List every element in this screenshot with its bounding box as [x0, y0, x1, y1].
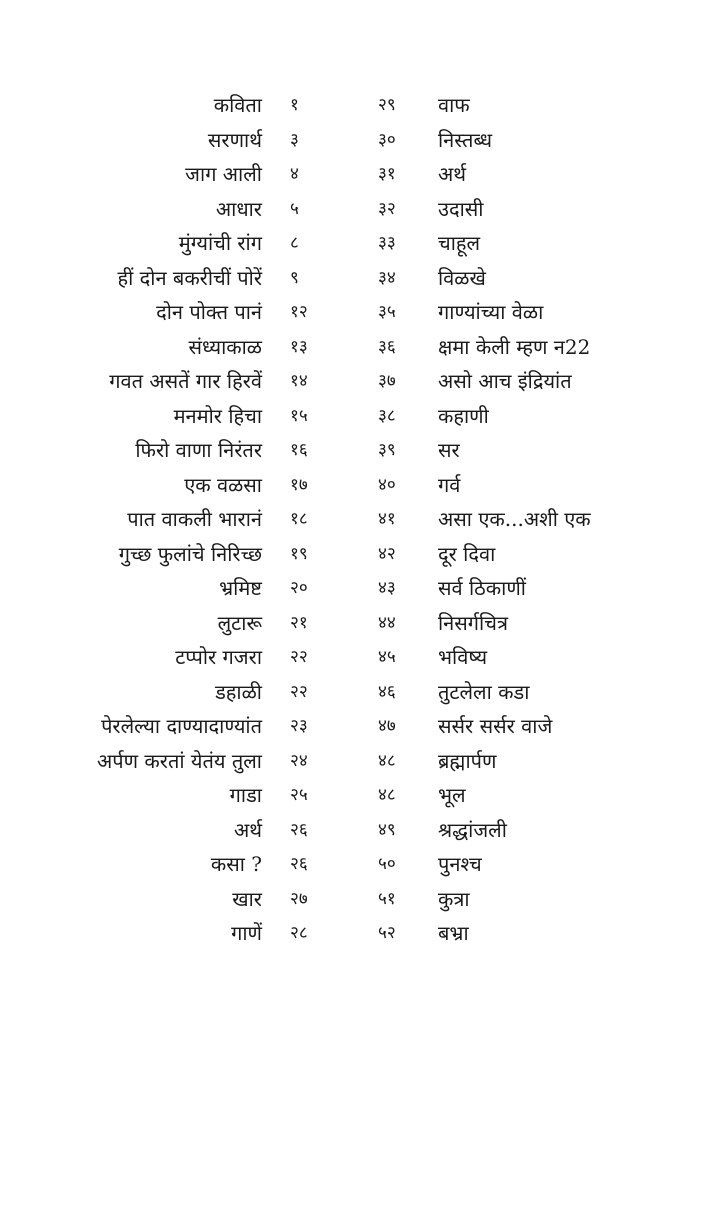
right-entry-page-number: ३२ [378, 198, 396, 219]
toc-row [0, 778, 718, 813]
toc-row [0, 571, 718, 606]
left-entry-title: अर्थ [233, 817, 262, 842]
toc-row [0, 157, 718, 192]
toc-row [0, 364, 718, 399]
right-entry-title: कुत्रा [438, 886, 470, 911]
right-entry-page-number: ३८ [378, 405, 396, 426]
left-entry-page-number: १९ [290, 543, 308, 564]
left-entry-title: जाग आली [185, 162, 262, 186]
left-entry-page-number: १४ [290, 371, 308, 391]
toc-row [0, 502, 718, 537]
left-entry-page-number: १ [290, 95, 299, 115]
right-entry-title: श्रद्धांजली [438, 817, 507, 842]
left-entry-title: मनमोर हिचा [173, 403, 262, 428]
toc-row [0, 847, 718, 882]
left-entry-page-number: १३ [290, 336, 308, 357]
left-entry-page-number: १७ [290, 474, 308, 495]
right-entry-page-number: ४८ [378, 750, 396, 771]
right-entry-page-number: ३६ [378, 336, 396, 357]
toc-row [0, 813, 718, 848]
left-entry-page-number: २५ [290, 785, 308, 805]
right-entry-title: बभ्रा [438, 921, 469, 945]
left-entry-title: गाडा [229, 783, 262, 807]
toc-row [0, 226, 718, 261]
right-entry-title: दूर दिवा [438, 541, 496, 566]
toc-row [0, 916, 718, 951]
right-entry-page-number: ४१ [378, 509, 396, 529]
right-entry-title: असा एक...अशी एक [438, 507, 591, 531]
right-entry-title: ब्रह्मार्पण [438, 748, 497, 773]
toc-row [0, 606, 718, 641]
toc-row [0, 744, 718, 779]
left-entry-page-number: २६ [290, 854, 308, 874]
left-entry-title: डहाळी [215, 679, 262, 704]
left-entry-title: भ्रमिष्ट [219, 576, 262, 600]
left-entry-title: पेरलेल्या दाण्यादाण्यांत [101, 714, 262, 738]
table-of-contents [0, 88, 718, 951]
right-entry-page-number: ४७ [378, 716, 396, 736]
right-entry-page-number: ३३ [378, 233, 396, 253]
left-entry-page-number: २१ [290, 612, 308, 633]
left-entry-title: मुंग्यांची रांग [178, 231, 262, 255]
right-entry-page-number: ५१ [378, 888, 396, 909]
toc-row [0, 675, 718, 710]
left-entry-page-number: २४ [290, 750, 308, 771]
left-entry-page-number: २७ [290, 888, 308, 909]
toc-row [0, 88, 718, 123]
right-entry-title: असो आच इंद्रियांत [438, 369, 572, 393]
right-entry-title: तुटलेला कडा [438, 679, 530, 704]
left-entry-page-number: २३ [290, 716, 308, 736]
right-entry-title: भूल [438, 783, 466, 807]
left-entry-page-number: २२ [290, 647, 308, 667]
left-entry-page-number: १५ [290, 405, 308, 426]
right-entry-page-number: ३४ [378, 267, 396, 288]
right-entry-title: गर्व [438, 472, 461, 497]
right-entry-page-number: २९ [378, 95, 396, 115]
right-entry-page-number: ५० [378, 854, 396, 874]
right-entry-title: गाण्यांच्या वेळा [438, 300, 544, 324]
right-entry-page-number: ३१ [378, 164, 396, 184]
left-entry-title: गाणें [231, 921, 262, 945]
right-entry-title: पुनश्च [438, 852, 482, 876]
left-entry-page-number: १८ [290, 509, 308, 529]
left-entry-page-number: १६ [290, 440, 308, 460]
toc-row [0, 640, 718, 675]
toc-row [0, 123, 718, 158]
toc-row [0, 709, 718, 744]
right-entry-page-number: ४२ [378, 543, 396, 564]
right-entry-title: सर [438, 438, 460, 462]
right-entry-title: अर्थ [438, 162, 467, 186]
left-entry-title: एक वळसा [184, 472, 262, 497]
right-entry-page-number: ५२ [378, 923, 396, 943]
right-entry-page-number: ३० [378, 129, 396, 150]
right-entry-page-number: ३७ [378, 371, 396, 391]
left-entry-title: आधार [215, 196, 262, 221]
left-entry-page-number: ८ [290, 233, 299, 253]
left-entry-title: दोन पोक्त पानं [156, 300, 262, 324]
right-entry-page-number: ३९ [378, 440, 396, 460]
right-entry-page-number: ४६ [378, 681, 396, 702]
right-entry-title: क्षमा केली म्हण न22 [438, 334, 591, 359]
right-entry-title: वाफ [438, 93, 470, 117]
left-entry-page-number: २२ [290, 681, 308, 702]
toc-row [0, 433, 718, 468]
right-entry-title: कहाणी [438, 403, 489, 428]
right-entry-title: चाहूल [438, 231, 481, 255]
right-entry-page-number: ४३ [378, 578, 396, 598]
left-entry-title: हीं दोन बकरीचीं पोरें [117, 265, 262, 290]
left-entry-title: कसा ? [210, 852, 262, 876]
left-entry-page-number: ५ [290, 198, 299, 219]
left-entry-title: टप्पोर गजरा [175, 645, 262, 669]
left-entry-title: लुटारू [217, 610, 262, 635]
left-entry-title: पात वाकली भारानं [127, 507, 262, 531]
toc-row [0, 261, 718, 296]
right-entry-page-number: ४५ [378, 647, 396, 667]
toc-row [0, 468, 718, 503]
right-entry-title: सर्सर सर्सर वाजे [438, 714, 553, 738]
toc-row [0, 399, 718, 434]
left-entry-page-number: २८ [290, 923, 308, 943]
left-entry-title: फिरो वाणा निरंतर [135, 438, 262, 462]
left-entry-page-number: ३ [290, 129, 299, 150]
left-entry-page-number: ४ [290, 164, 299, 184]
right-entry-title: भविष्य [438, 645, 488, 669]
right-entry-title: उदासी [438, 196, 484, 221]
toc-row [0, 295, 718, 330]
right-entry-title: विळखे [438, 265, 486, 290]
left-entry-title: खार [232, 886, 262, 911]
toc-row [0, 537, 718, 572]
left-entry-title: गुच्छ फुलांचे निरिच्छ [118, 541, 262, 566]
right-entry-page-number: ४९ [378, 819, 396, 840]
left-entry-page-number: १२ [290, 302, 308, 322]
left-entry-title: सरणार्थ [207, 127, 262, 152]
toc-row [0, 330, 718, 365]
right-entry-title: निसर्गचित्र [438, 610, 508, 635]
left-entry-page-number: ९ [290, 267, 299, 288]
toc-row [0, 882, 718, 917]
left-entry-title: गवत असतें गार हिरवें [109, 369, 262, 393]
right-entry-title: निस्तब्ध [438, 127, 493, 152]
right-entry-page-number: ४० [378, 474, 396, 495]
toc-row [0, 192, 718, 227]
right-entry-page-number: ४४ [378, 612, 396, 633]
right-entry-page-number: ३५ [378, 302, 396, 322]
left-entry-page-number: २६ [290, 819, 308, 840]
right-entry-page-number: ४८ [378, 785, 396, 805]
left-entry-title: संध्याकाळ [188, 334, 262, 359]
left-entry-title: अर्पण करतां येतंय तुला [96, 748, 262, 773]
left-entry-title: कविता [213, 93, 262, 117]
left-entry-page-number: २० [290, 578, 308, 598]
right-entry-title: सर्व ठिकाणीं [438, 576, 526, 600]
